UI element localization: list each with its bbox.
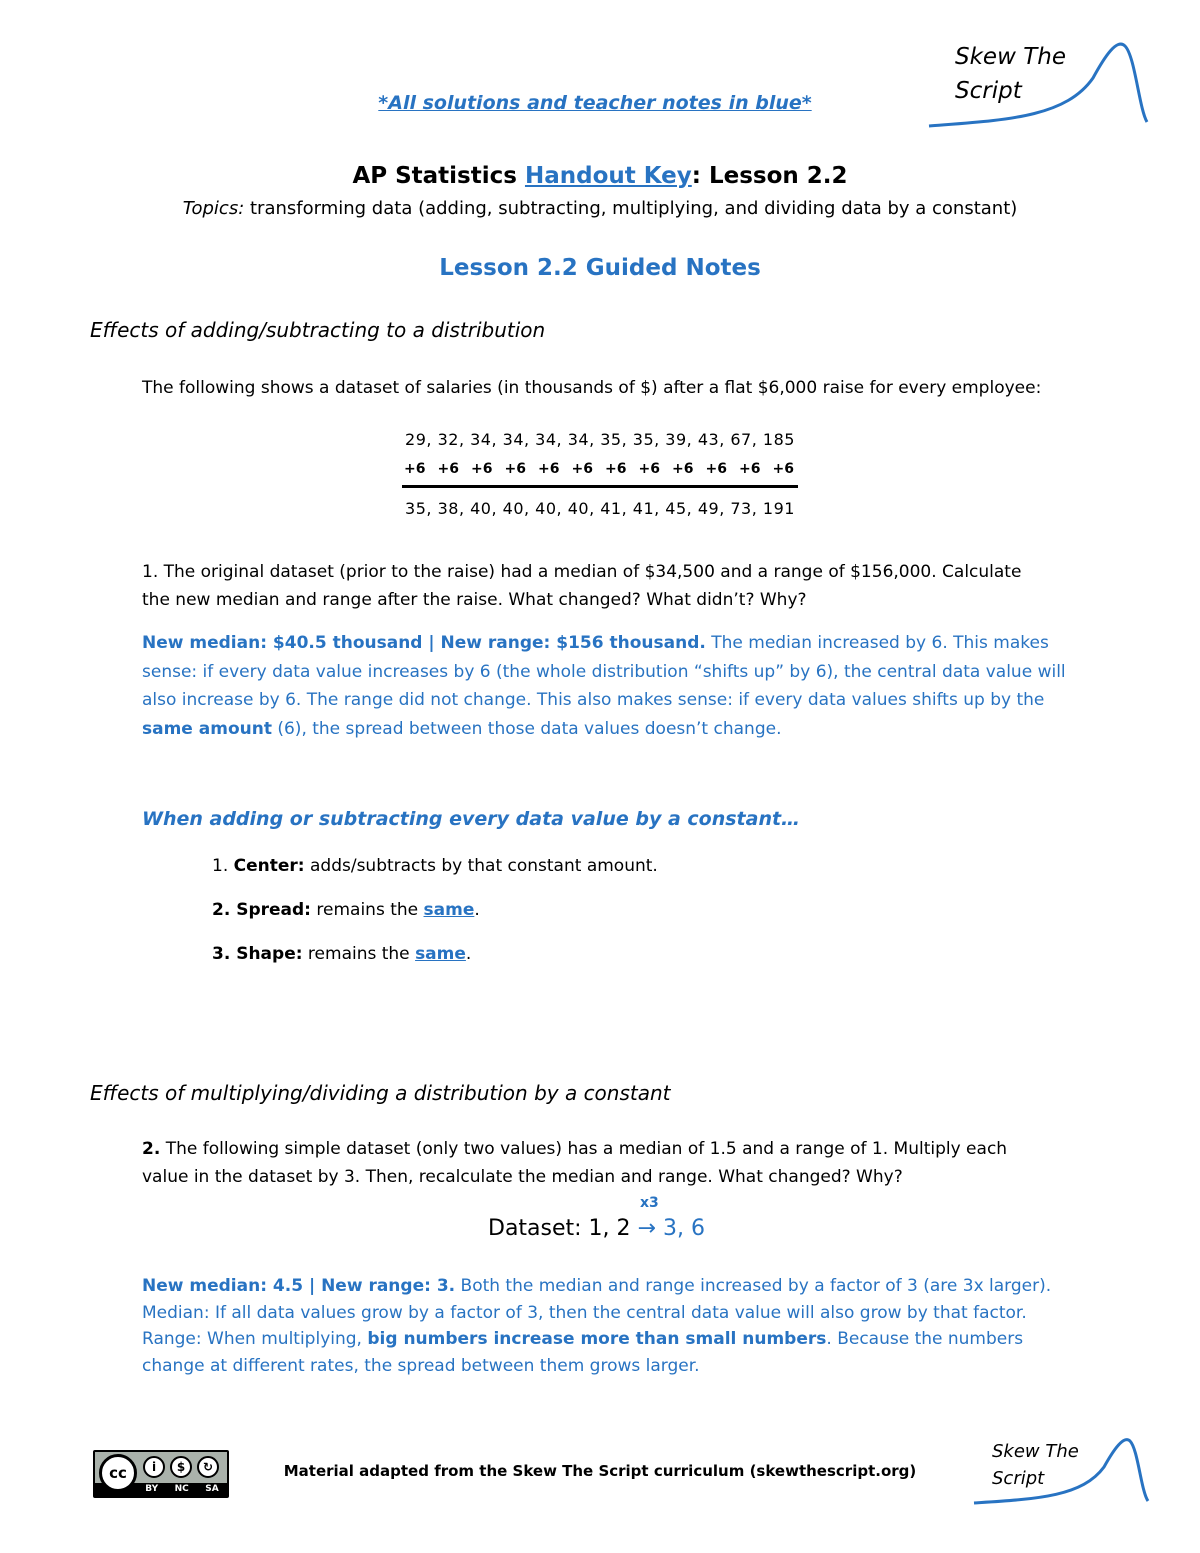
section2-heading: Effects of multiplying/dividing a distribution by a constant bbox=[90, 1081, 671, 1105]
rule-center: 1. Center: adds/subtracts by that constant amount. bbox=[212, 856, 658, 876]
plus-six-row: +6 +6 +6 +6 +6 +6 +6 +6 +6 +6 +6 +6 bbox=[404, 461, 794, 477]
answer-2: New median: 4.5 | New range: 3. Both the median and range increased by a factor of 3 (are 3x larger). Median: If all data values grow by a factor of 3, then the central data value will also grow by that factor. Range: When multiplying, big numbers increase more than small numbers. Because the numbers change at different rates, the spread between them grows larger. bbox=[142, 1276, 1052, 1376]
result-dataset: 35, 38, 40, 40, 40, 40, 41, 41, 45, 49, 73, 191 bbox=[405, 499, 795, 518]
page-title: AP Statistics Handout Key: Lesson 2.2 bbox=[352, 163, 848, 189]
adding-rule-heading: When adding or subtracting every data value by a constant… bbox=[142, 808, 801, 830]
section1-intro: The following shows a dataset of salaries (in thousands of $) after a flat $6,000 raise for every employee: bbox=[142, 378, 1042, 398]
multiplier-label: x3 bbox=[640, 1195, 659, 1211]
answer-1: New median: $40.5 thousand | New range: $156 thousand. The median increased by 6. This makes sense: if every data value increases by 6 (the whole distribution “shifts up” by 6), the central data value will also increase by 6. The range did not change. This also makes sense: if every data values shifts up by the same amount (6), the spread between those data values doesn’t change. bbox=[142, 633, 1066, 739]
handout-key-link[interactable]: Handout Key bbox=[524, 163, 692, 189]
cc-license-badge: cc i $ ↻ BY NC SA bbox=[93, 1450, 229, 1498]
section1-heading: Effects of adding/subtracting to a distribution bbox=[90, 318, 546, 342]
original-dataset: 29, 32, 34, 34, 34, 34, 35, 35, 39, 43, 67, 185 bbox=[405, 430, 795, 449]
rule-shape: 3. Shape: remains the same. bbox=[212, 944, 472, 964]
nc-icon: $ bbox=[170, 1456, 192, 1478]
solutions-notice: *All solutions and teacher notes in blue* bbox=[378, 92, 812, 114]
question-2: 2. The following simple dataset (only two values) has a median of 1.5 and a range of 1. Multiply each value in the dataset by 3. Then, recalculate the median and range. What changed? Why? bbox=[142, 1139, 1008, 1187]
question-1: 1. The original dataset (prior to the raise) had a median of $34,500 and a range of $156,000. Calculate the new median and range after the raise. What changed? What didn’t? Why? bbox=[142, 562, 1022, 610]
logo-line2: Script bbox=[955, 78, 1022, 104]
logo-bottom: Skew The Script bbox=[970, 1435, 1155, 1510]
guided-notes-title: Lesson 2.2 Guided Notes bbox=[439, 255, 761, 281]
sa-icon: ↻ bbox=[197, 1456, 219, 1478]
logo-top bbox=[925, 38, 1155, 133]
sum-divider bbox=[402, 485, 798, 488]
topics-line: Topics: transforming data (adding, subtracting, multiplying, and dividing data by a constant) bbox=[182, 198, 1018, 219]
by-icon: i bbox=[143, 1456, 165, 1478]
arrow-right-icon: → bbox=[637, 1216, 656, 1241]
cc-icon: cc bbox=[99, 1454, 137, 1492]
logo-line1: Skew The bbox=[955, 44, 1066, 70]
rule-spread: 2. Spread: remains the same. bbox=[212, 900, 480, 920]
dataset-transform: Dataset: 1, 2 → 3, 6 bbox=[488, 1216, 705, 1241]
footer-attribution: Material adapted from the Skew The Script curriculum (skewthescript.org) bbox=[283, 1462, 917, 1480]
